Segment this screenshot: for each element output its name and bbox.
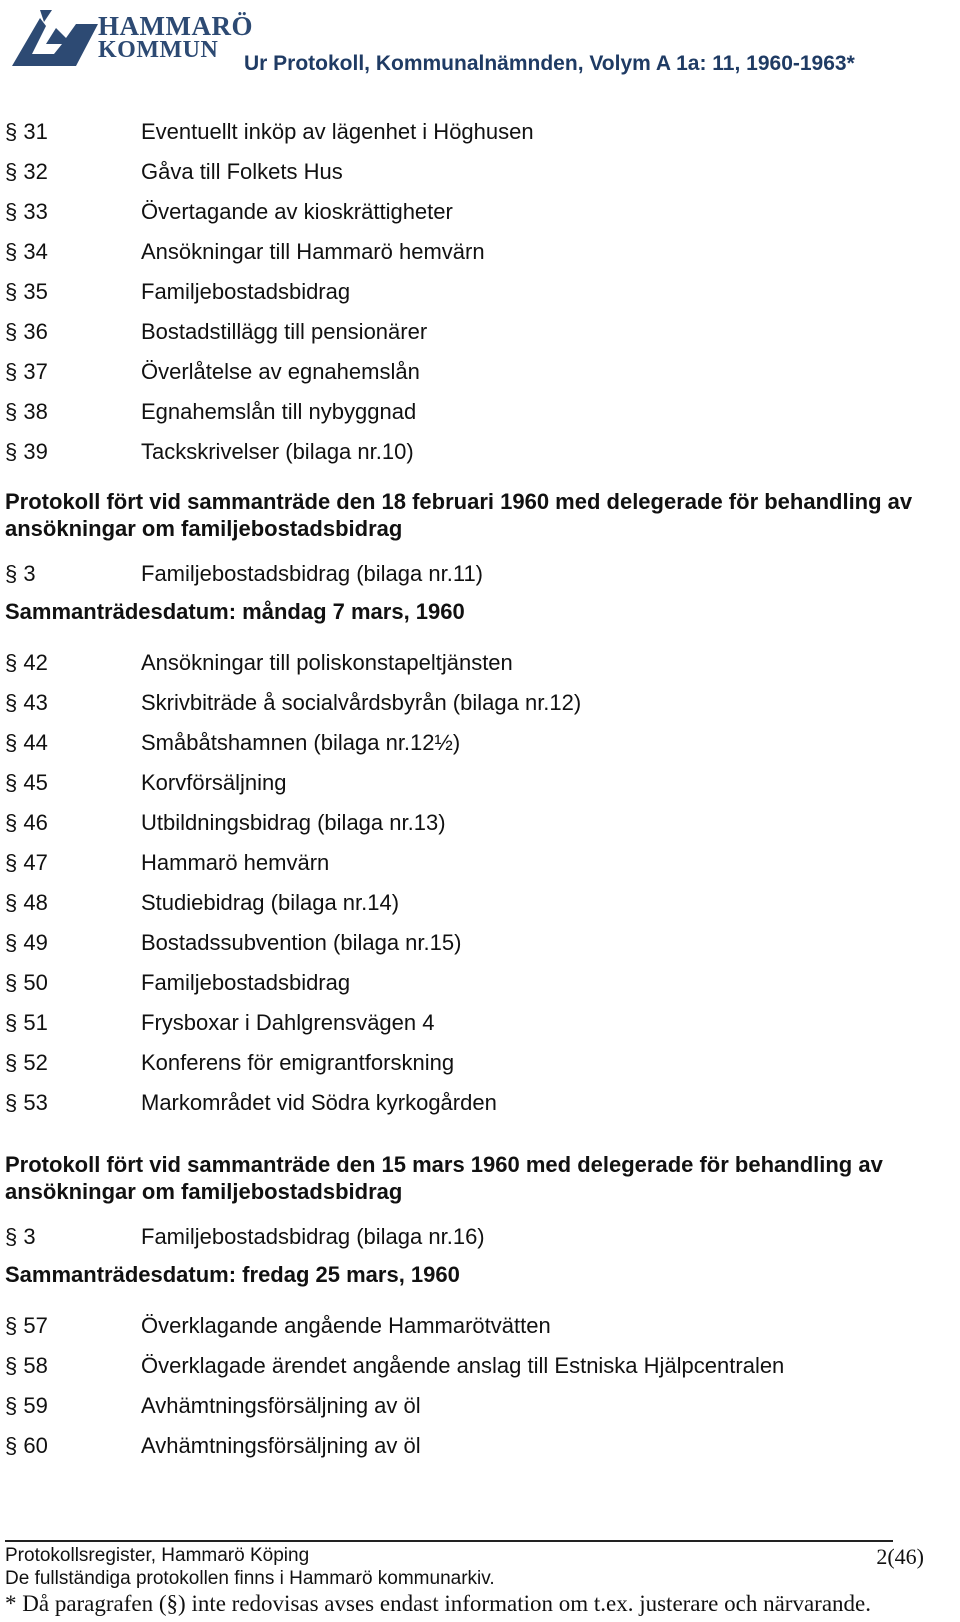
item-title: Hammarö hemvärn	[141, 850, 330, 875]
paragraph-number: § 51	[5, 1010, 48, 1035]
footer-asterisk-note: * Då paragrafen (§) inte redovisas avses endast information om t.ex. justerare och närvarande.	[5, 1591, 871, 1616]
list-item	[5, 272, 955, 312]
list-item	[5, 1306, 955, 1346]
item-title: Egnahemslån till nybyggnad	[141, 399, 417, 424]
item-title: Skrivbiträde å socialvårdsbyrån (bilaga nr.12)	[141, 690, 582, 715]
paragraph-number: § 53	[5, 1090, 48, 1115]
hammaro-logo-icon	[6, 4, 102, 70]
section-delegate-meeting-2	[5, 1151, 955, 1257]
footer-archive-note: De fullständiga protokollen finns i Hammarö kommunarkiv.	[5, 1568, 495, 1589]
logo-line-1: HAMMARÖ	[98, 11, 253, 41]
list-item	[5, 432, 955, 472]
list-item	[5, 643, 955, 683]
item-title: Markområdet vid Södra kyrkogården	[141, 1090, 497, 1115]
section-heading: Sammanträdesdatum: måndag 7 mars, 1960	[5, 599, 465, 624]
list-item	[5, 192, 955, 232]
section-meeting-2	[5, 598, 955, 1123]
section-meeting-3	[5, 1261, 955, 1466]
protocol-register	[5, 112, 955, 1466]
item-title: Studiebidrag (bilaga nr.14)	[141, 890, 400, 915]
list-item	[5, 1003, 955, 1043]
item-title: Småbåtshamnen (bilaga nr.12½)	[141, 730, 461, 755]
item-title: Avhämtningsförsäljning av öl	[141, 1433, 421, 1458]
list-item	[5, 232, 955, 272]
item-title: Familjebostadsbidrag (bilaga nr.11)	[141, 561, 483, 586]
list-item	[5, 883, 955, 923]
list-item	[5, 723, 955, 763]
paragraph-number: § 39	[5, 439, 48, 464]
paragraph-number: § 31	[5, 119, 48, 144]
item-title: Konferens för emigrantforskning	[141, 1050, 455, 1075]
section-delegate-meeting-1	[5, 488, 955, 594]
paragraph-number: § 46	[5, 810, 48, 835]
paragraph-number: § 47	[5, 850, 48, 875]
list-item	[5, 112, 955, 152]
section-heading: Sammanträdesdatum: fredag 25 mars, 1960	[5, 1262, 460, 1287]
item-title: Familjebostadsbidrag (bilaga nr.16)	[141, 1224, 485, 1249]
paragraph-number: § 50	[5, 970, 48, 995]
paragraph-number: § 44	[5, 730, 48, 755]
paragraph-number: § 35	[5, 279, 48, 304]
list-item	[5, 1426, 955, 1466]
paragraph-number: § 59	[5, 1393, 48, 1418]
paragraph-number: § 48	[5, 890, 48, 915]
item-title: Frysboxar i Dahlgrensvägen 4	[141, 1010, 435, 1035]
item-title: Övertagande av kioskrättigheter	[141, 199, 453, 224]
paragraph-number: § 45	[5, 770, 48, 795]
list-item	[5, 152, 955, 192]
document-title: Ur Protokoll, Kommunalnämnden, Volym A 1a: 11, 1960-1963*	[244, 52, 855, 75]
item-title: Överlåtelse av egnahemslån	[141, 359, 420, 384]
list-item	[5, 554, 955, 594]
list-item	[5, 392, 955, 432]
item-title: Familjebostadsbidrag	[141, 970, 351, 995]
paragraph-number: § 36	[5, 319, 48, 344]
list-item	[5, 1043, 955, 1083]
list-item	[5, 1217, 955, 1257]
logo-wordmark	[98, 11, 253, 63]
item-title: Korvförsäljning	[141, 770, 287, 795]
paragraph-number: § 52	[5, 1050, 48, 1075]
paragraph-number: § 49	[5, 930, 48, 955]
page-header	[0, 0, 960, 90]
paragraph-number: § 37	[5, 359, 48, 384]
item-title: Utbildningsbidrag (bilaga nr.13)	[141, 810, 446, 835]
paragraph-number: § 58	[5, 1353, 48, 1378]
item-title: Ansökningar till poliskonstapeltjänsten	[141, 650, 513, 675]
list-item	[5, 1346, 955, 1386]
item-title: Bostadstillägg till pensionärer	[141, 319, 428, 344]
item-title: Familjebostadsbidrag	[141, 279, 351, 304]
item-title: Ansökningar till Hammarö hemvärn	[141, 239, 485, 264]
paragraph-number: § 60	[5, 1433, 48, 1458]
footer-register-name: Protokollsregister, Hammarö Köping	[5, 1545, 310, 1566]
list-item	[5, 1386, 955, 1426]
item-title: Tackskrivelser (bilaga nr.10)	[141, 439, 414, 464]
list-item	[5, 963, 955, 1003]
section-heading: Protokoll fört vid sammanträde den 15 mars 1960 med delegerade för behandling av ansökningar om familjebostadsbidrag	[5, 1152, 883, 1204]
item-title: Överklagade ärendet angående anslag till Estniska Hjälpcentralen	[141, 1353, 785, 1378]
paragraph-number: § 38	[5, 399, 48, 424]
list-item	[5, 803, 955, 843]
item-title: Överklagande angående Hammarötvätten	[141, 1313, 551, 1338]
paragraph-number: § 33	[5, 199, 48, 224]
item-title: Eventuellt inköp av lägenhet i Höghusen	[141, 119, 534, 144]
section-heading: Protokoll fört vid sammanträde den 18 februari 1960 med delegerade för behandling av ansökningar om familjebostadsbidrag	[5, 489, 913, 541]
paragraph-number: § 43	[5, 690, 48, 715]
item-title: Bostadssubvention (bilaga nr.15)	[141, 930, 462, 955]
paragraph-number: § 3	[5, 1224, 36, 1249]
list-item	[5, 312, 955, 352]
paragraph-number: § 34	[5, 239, 48, 264]
page-number: 2(46)	[876, 1544, 924, 1569]
paragraph-number: § 32	[5, 159, 48, 184]
footer-divider	[5, 1540, 893, 1542]
list-item	[5, 763, 955, 803]
list-item	[5, 352, 955, 392]
list-item	[5, 843, 955, 883]
paragraph-number: § 3	[5, 561, 36, 586]
section-meeting-1	[5, 112, 955, 472]
paragraph-number: § 57	[5, 1313, 48, 1338]
list-item	[5, 683, 955, 723]
list-item	[5, 923, 955, 963]
list-item	[5, 1083, 955, 1123]
paragraph-number: § 42	[5, 650, 48, 675]
item-title: Avhämtningsförsäljning av öl	[141, 1393, 421, 1418]
logo-line-2: KOMMUN	[98, 37, 219, 63]
item-title: Gåva till Folkets Hus	[141, 159, 343, 184]
